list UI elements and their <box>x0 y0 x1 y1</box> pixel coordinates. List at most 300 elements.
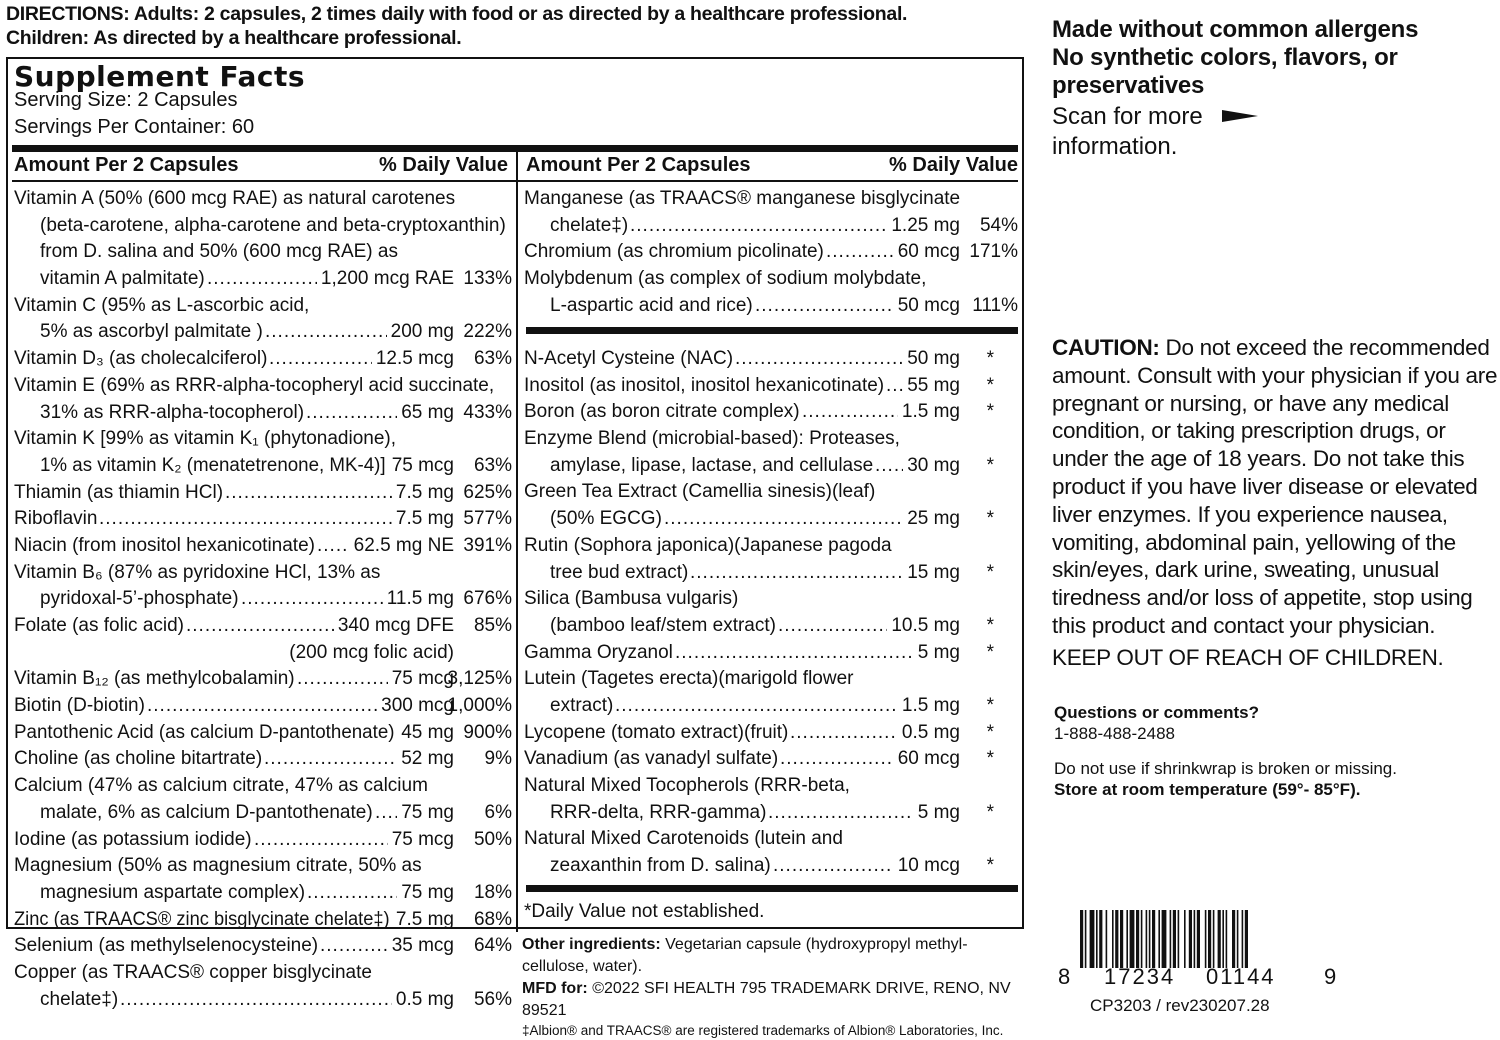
daily-value-percent: 1,000% <box>447 695 512 717</box>
nutrient-name: N-Acetyl Cysteine (NAC) <box>524 348 734 369</box>
nutrient-name: Molybdenum (as complex of sodium molybdate, <box>524 268 927 290</box>
dot-leader <box>675 640 914 667</box>
nutrient-row <box>524 453 1020 480</box>
nutrient-name: amylase, lipase, lactase, and cellulase <box>550 454 874 476</box>
barcode-bar <box>1170 910 1172 968</box>
nutrient-amount: 45 mg <box>401 721 454 743</box>
column-divider <box>516 152 518 932</box>
nutrient-row <box>14 693 514 720</box>
nutrient-name: vitamin A palmitate) <box>40 268 205 290</box>
nutrient-amount: 5 mg <box>917 801 960 823</box>
dot-leader <box>886 373 903 400</box>
dot-leader <box>780 746 894 773</box>
nutrient-row <box>524 586 1020 613</box>
dot-leader <box>264 746 397 773</box>
questions-block <box>1054 702 1259 744</box>
daily-value-percent: * <box>986 694 994 716</box>
nutrient-row <box>14 987 514 1014</box>
nutrient-row <box>14 586 514 613</box>
nutrient-amount: 11.5 mg <box>386 588 454 610</box>
nutrient-row <box>524 746 1020 773</box>
nutrient-row <box>14 293 514 320</box>
nutrient-row <box>14 933 514 960</box>
nutrient-name: chelate‡) <box>40 988 119 1010</box>
barcode-check-digit: 9 <box>1324 964 1337 989</box>
side-panel <box>1052 16 1492 162</box>
amount-header: Amount Per 2 Capsules <box>14 154 239 176</box>
nutrient-name: Lycopene (tomato extract)(fruit) <box>524 721 789 743</box>
nutrient-name: Silica (Bambusa vulgaris) <box>524 588 739 610</box>
nutrient-row <box>524 186 1020 213</box>
dot-leader <box>630 213 887 240</box>
nutrient-row <box>524 426 1020 453</box>
nutrient-amount: 75 mcg <box>391 828 454 850</box>
nutrient-row <box>524 773 1020 800</box>
barcode-bar <box>1189 910 1192 968</box>
keep-out-warning: KEEP OUT OF REACH OF CHILDREN. <box>1052 644 1444 670</box>
barcode-bar <box>1184 910 1186 968</box>
nutrient-row <box>14 346 514 373</box>
barcode-bar <box>1096 910 1098 968</box>
other-ingredients <box>522 934 1022 978</box>
nutrient-row <box>524 613 1020 640</box>
nutrient-amount: 50 mg <box>907 348 960 369</box>
nutrient-name: malate, 6% as calcium D-pantothenate) <box>40 801 373 823</box>
nutrient-row <box>14 319 514 346</box>
barcode-bar <box>1106 910 1108 968</box>
barcode-bar <box>1080 910 1083 968</box>
daily-value-percent: 63% <box>473 348 512 370</box>
dot-leader <box>265 319 387 346</box>
directions-children: Children: As directed by a healthcare professional. <box>6 27 462 49</box>
dot-leader <box>147 693 377 720</box>
nutrient-row <box>14 213 514 240</box>
dot-leader <box>307 880 397 907</box>
right-nutrient-column-top <box>524 186 1020 319</box>
arrow-right-icon <box>1222 110 1258 122</box>
barcode-bar <box>1126 910 1128 968</box>
barcode-bar <box>1208 910 1211 968</box>
synthetic-claim: No synthetic colors, flavors, or preservatives <box>1052 44 1398 99</box>
right-column-header <box>526 154 1018 177</box>
barcode-bar <box>1115 910 1118 968</box>
nutrient-row <box>524 266 1020 293</box>
right-nutrient-column-bottom <box>524 346 1020 880</box>
nutrient-row <box>14 373 514 400</box>
nutrient-row <box>524 346 1020 373</box>
barcode-bar <box>1245 910 1248 968</box>
section-rule <box>526 327 1018 334</box>
daily-value-percent: * <box>986 614 994 636</box>
daily-value-percent: 3,125% <box>447 668 512 690</box>
nutrient-row <box>14 426 514 453</box>
dot-leader <box>120 987 392 1014</box>
nutrient-row <box>14 800 514 827</box>
nutrient-amount: 340 mcg DFE <box>337 615 454 636</box>
nutrient-name: Pantothenic Acid (as calcium D-pantothenate) <box>14 721 395 743</box>
nutrient-amount: 300 mcg <box>381 695 454 717</box>
nutrient-amount: 1.5 mg <box>901 401 960 423</box>
daily-value-percent: * <box>986 348 994 369</box>
nutrient-row <box>524 479 1020 506</box>
nutrient-row <box>14 746 514 773</box>
nutrient-name: 1% as vitamin K₂ (menatetrenone, MK-4)] <box>40 454 386 476</box>
nutrient-name: Rutin (Sophora japonica)(Japanese pagoda <box>524 534 892 556</box>
daily-value-percent: 54% <box>979 214 1018 236</box>
nutrient-amount: 0.5 mg <box>395 988 454 1010</box>
caution-body: Do not exceed the recommended amount. Consult with your physician if you are pregnant or nursing, or have any medical condition, or taking prescription drugs, or under the age of 18 years. Do not take this product if you have liver disease or elevated liver enzymes. If you experience nausea, vomiting, abdominal pain, yellowing of the skin/eyes, dark urine, sweating, unusual tiredness and/or loss of appetite, stop using this product and contact your physician. <box>1052 335 1498 638</box>
manufacturer-label: MFD for: <box>522 980 588 997</box>
nutrient-row <box>14 853 514 880</box>
barcode-bar <box>1237 910 1239 968</box>
supplement-facts-title: Supplement Facts <box>14 60 306 93</box>
nutrient-name: Vitamin E (69% as RRR-alpha-tocopheryl acid succinate, <box>14 374 495 396</box>
bottom-info <box>522 934 1022 1040</box>
nutrient-name: magnesium aspartate complex) <box>40 881 306 903</box>
nutrient-row <box>524 506 1020 533</box>
barcode-bar <box>1146 910 1148 968</box>
barcode-bar <box>1149 910 1151 968</box>
nutrient-amount: 35 mcg <box>391 935 454 957</box>
dot-leader <box>297 666 388 693</box>
nutrient-row <box>524 826 1020 853</box>
daily-value-percent: 64% <box>473 935 512 957</box>
nutrient-row <box>14 533 514 560</box>
barcode-bar <box>1085 910 1087 968</box>
daily-value-percent: 63% <box>473 454 512 476</box>
nutrient-name: Riboflavin <box>14 508 98 530</box>
nutrient-row <box>524 239 1020 266</box>
daily-value-percent: * <box>986 721 994 743</box>
daily-value-header: % Daily Value <box>379 154 508 176</box>
nutrient-row <box>14 453 514 480</box>
dot-leader <box>99 506 392 533</box>
nutrient-amount: 5 mg <box>917 641 960 663</box>
dot-leader <box>317 533 350 560</box>
dot-leader <box>254 827 388 854</box>
nutrient-row <box>524 640 1020 667</box>
dot-leader <box>768 800 914 827</box>
nutrient-amount: 52 mg <box>401 748 454 770</box>
daily-value-percent: 676% <box>463 588 512 610</box>
nutrient-name: Natural Mixed Carotenoids (lutein and <box>524 828 843 850</box>
nutrient-name: Selenium (as methylselenocysteine) <box>14 935 319 957</box>
nutrient-amount: 1,200 mcg RAE <box>320 268 454 290</box>
nutrient-name: Lutein (Tagetes erecta)(marigold flower <box>524 668 854 690</box>
daily-value-percent: 9% <box>484 748 512 770</box>
manufacturer-text: ©2022 SFI HEALTH 795 TRADEMARK DRIVE, RENO, NV 89521 <box>522 980 1011 1019</box>
scan-line-1: Scan for more <box>1052 103 1203 130</box>
barcode-bar <box>1090 910 1095 968</box>
nutrient-name: Biotin (D-biotin) <box>14 695 145 717</box>
storage-block <box>1054 758 1397 800</box>
nutrient-name: Thiamin (as thiamin HCl) <box>14 481 224 503</box>
nutrient-amount: 1.5 mg <box>901 694 960 716</box>
dot-leader <box>735 346 903 373</box>
daily-value-percent: * <box>986 801 994 823</box>
nutrient-row <box>14 960 514 987</box>
scan-line-2: information. <box>1052 133 1178 160</box>
barcode-bar <box>1178 910 1180 968</box>
daily-value-percent: 6% <box>484 801 512 823</box>
daily-value-percent: 56% <box>473 988 512 1010</box>
nutrient-row <box>14 480 514 507</box>
nutrient-row <box>14 907 514 934</box>
nutrient-row <box>524 666 1020 693</box>
dot-leader <box>802 399 898 426</box>
daily-value-percent: * <box>986 508 994 530</box>
dot-leader <box>241 586 383 613</box>
nutrient-row <box>14 186 514 213</box>
nutrient-row <box>14 613 514 640</box>
nutrient-row <box>524 533 1020 560</box>
dot-leader <box>773 853 894 880</box>
barcode-bar <box>1120 910 1123 968</box>
product-code: CP3203 / rev230207.28 <box>1090 996 1270 1015</box>
nutrient-amount: 0.5 mg <box>901 721 960 743</box>
nutrient-amount: 65 mg <box>401 401 454 423</box>
barcode-bar <box>1158 910 1160 968</box>
daily-value-percent: 18% <box>473 881 512 903</box>
barcode-bar <box>1205 910 1207 968</box>
nutrient-row <box>14 827 514 854</box>
nutrient-row <box>14 400 514 427</box>
nutrient-row <box>14 666 514 693</box>
allergen-claim: Made without common allergens <box>1052 16 1419 43</box>
nutrient-name: (50% EGCG) <box>550 508 662 530</box>
daily-value-percent: * <box>986 374 994 396</box>
nutrient-amount: (200 mcg folic acid) <box>289 641 454 663</box>
nutrient-row <box>524 853 1020 880</box>
barcode-left-digits: 17234 <box>1104 964 1176 989</box>
daily-value-percent: 900% <box>463 721 512 743</box>
nutrient-amount: 60 mcg <box>897 748 960 770</box>
daily-value-percent: * <box>986 855 994 877</box>
daily-value-percent: 625% <box>463 481 512 503</box>
nutrient-amount: 15 mg <box>907 561 960 583</box>
nutrient-name: tree bud extract) <box>550 561 689 583</box>
phone-number: 1-888-488-2488 <box>1054 724 1175 743</box>
nutrient-amount: 75 mg <box>401 881 454 903</box>
barcode-bar <box>1242 910 1244 968</box>
nutrient-name: L-aspartic acid and rice) <box>550 294 753 316</box>
barcode-bar <box>1162 910 1167 968</box>
nutrient-name: 31% as RRR-alpha-tocopherol) <box>40 401 305 423</box>
trademark-note: ‡Albion® and TRAACS® are registered trademarks of Albion® Laboratories, Inc. <box>522 1023 1004 1038</box>
nutrient-row <box>14 720 514 747</box>
directions-adults: DIRECTIONS: Adults: 2 capsules, 2 times daily with food or as directed by a healthcare professional. <box>6 3 908 25</box>
nutrient-amount: 1.25 mg <box>891 214 960 236</box>
dot-leader <box>306 400 397 427</box>
daily-value-percent: 85% <box>473 615 512 636</box>
amount-header: Amount Per 2 Capsules <box>526 154 751 176</box>
nutrient-name: extract) <box>550 694 614 716</box>
nutrient-row <box>14 773 514 800</box>
nutrient-name: Manganese (as TRAACS® manganese bisglycinate <box>524 188 961 209</box>
nutrient-name: Vitamin B₁₂ (as methylcobalamin) <box>14 668 295 690</box>
caution-text <box>1052 334 1500 640</box>
daily-value-percent: 111% <box>972 294 1018 316</box>
nutrient-name: Enzyme Blend (microbial-based): Proteases, <box>524 428 900 450</box>
barcode-bar <box>1222 910 1224 968</box>
dot-leader <box>690 560 903 587</box>
daily-value-percent: * <box>986 401 994 423</box>
nutrient-amount: 60 mcg <box>897 241 960 263</box>
nutrient-row <box>524 213 1020 240</box>
nutrient-name: Green Tea Extract (Camellia sinesis)(leaf) <box>524 481 876 503</box>
nutrient-amount: 75 mcg <box>391 668 454 690</box>
daily-value-percent: 133% <box>463 268 512 290</box>
barcode-right-digits: 01144 <box>1206 964 1276 989</box>
nutrient-row <box>524 800 1020 827</box>
nutrient-name: Magnesium (50% as magnesium citrate, 50% as <box>14 855 422 877</box>
daily-value-footnote: *Daily Value not established. <box>524 901 765 922</box>
dot-leader <box>269 346 372 373</box>
nutrient-name: Niacin (from inositol hexanicotinate) <box>14 534 315 556</box>
barcode-icon <box>1080 910 1312 968</box>
servings-per-container: Servings Per Container: 60 <box>14 116 255 138</box>
nutrient-amount: 10 mcg <box>897 855 960 877</box>
thick-rule <box>12 145 1018 152</box>
nutrient-row <box>14 880 514 907</box>
other-ingredients-text: Vegetarian capsule (hydroxypropyl methyl-cellulose, water). <box>522 936 968 975</box>
barcode-bar <box>1173 910 1176 968</box>
daily-value-header: % Daily Value <box>889 154 1018 176</box>
barcode-bar <box>1099 910 1102 968</box>
nutrient-row <box>524 373 1020 400</box>
nutrient-name: zeaxanthin from D. salina) <box>550 855 771 877</box>
daily-value-percent: 433% <box>463 401 512 423</box>
barcode-lead-digit: 8 <box>1058 964 1071 989</box>
daily-value-percent: 222% <box>463 321 512 343</box>
questions-label: Questions or comments? <box>1054 703 1259 722</box>
dot-leader <box>664 506 903 533</box>
barcode-bar <box>1213 910 1215 968</box>
nutrient-name: Vitamin B₆ (87% as pyridoxine HCl, 13% as <box>14 561 381 583</box>
caution-label: CAUTION: <box>1052 335 1160 360</box>
nutrient-amount: 55 mg <box>907 374 960 396</box>
dot-leader <box>225 480 392 507</box>
nutrient-name: Choline (as choline bitartrate) <box>14 748 263 770</box>
nutrient-name: Iodine (as potassium iodide) <box>14 828 252 850</box>
nutrient-name: Natural Mixed Tocopherols (RRR-beta, <box>524 775 850 796</box>
caution-block <box>1052 334 1500 672</box>
nutrient-amount: 25 mg <box>907 508 960 530</box>
nutrient-name: chelate‡) <box>550 214 629 236</box>
barcode-bar <box>1141 910 1143 968</box>
nutrient-name: (beta-carotene, alpha-carotene and beta-cryptoxanthin) <box>40 214 506 236</box>
nutrient-amount: 75 mg <box>401 801 454 823</box>
bottom-rule <box>526 885 1018 892</box>
product-claims <box>1052 16 1492 100</box>
nutrient-row <box>524 693 1020 720</box>
nutrient-amount: 12.5 mcg <box>375 348 454 370</box>
nutrient-name: from D. salina and 50% (600 mcg RAE) as <box>40 241 398 263</box>
nutrient-name: Inositol (as inositol, inositol hexanicotinate) <box>524 374 885 396</box>
directions <box>6 2 907 50</box>
header-rule <box>12 180 1018 182</box>
nutrient-amount: 62.5 mg NE <box>353 534 454 556</box>
nutrient-amount: 30 mg <box>907 454 960 476</box>
shrinkwrap-note: Do not use if shrinkwrap is broken or missing. <box>1054 759 1397 778</box>
dot-leader <box>207 266 317 293</box>
nutrient-name: Chromium (as chromium picolinate) <box>524 241 824 263</box>
barcode-bar <box>1197 910 1200 968</box>
dot-leader <box>826 239 894 266</box>
barcode-bar <box>1232 910 1235 968</box>
daily-value-percent: 68% <box>473 908 512 930</box>
storage-note: Store at room temperature (59°- 85°F). <box>1054 780 1361 799</box>
nutrient-name: Vanadium (as vanadyl sulfate) <box>524 748 779 770</box>
nutrient-row <box>14 266 514 293</box>
left-nutrient-column <box>14 186 514 1013</box>
daily-value-percent: 50% <box>473 828 512 850</box>
scan-prompt <box>1052 102 1492 162</box>
nutrient-name: Vitamin D₃ (as cholecalciferol) <box>14 348 268 370</box>
nutrient-name: Copper (as TRAACS® copper bisglycinate <box>14 961 372 983</box>
barcode-bar <box>1130 910 1135 968</box>
daily-value-percent: 391% <box>463 534 512 556</box>
dot-leader <box>375 800 397 827</box>
daily-value-percent: * <box>986 641 994 663</box>
barcode-bar <box>1226 910 1228 968</box>
nutrient-amount: 50 mcg <box>897 294 960 316</box>
daily-value-percent: * <box>986 454 994 476</box>
nutrient-row <box>14 506 514 533</box>
dot-leader <box>186 613 334 640</box>
serving-size: Serving Size: 2 Capsules <box>14 89 238 111</box>
nutrient-row <box>524 293 1020 320</box>
daily-value-percent: * <box>986 561 994 583</box>
nutrient-row <box>524 720 1020 747</box>
nutrient-name: 5% as ascorbyl palmitate ) <box>40 321 263 343</box>
nutrient-row <box>524 399 1020 426</box>
nutrient-name: Vitamin A (50% (600 mcg RAE) as natural carotenes <box>14 188 456 209</box>
left-column-header <box>14 154 508 177</box>
nutrient-name: pyridoxal-5’-phosphate) <box>40 588 239 610</box>
daily-value-percent: 577% <box>463 508 512 530</box>
nutrient-name: Zinc (as TRAACS® zinc bisglycinate chelate‡) <box>14 908 390 930</box>
barcode-bar <box>1112 910 1114 968</box>
nutrient-amount: 7.5 mg <box>395 908 454 930</box>
nutrient-name: Calcium (47% as calcium citrate, 47% as calcium <box>14 775 428 797</box>
nutrient-amount: 7.5 mg <box>395 481 454 503</box>
manufacturer <box>522 978 1022 1022</box>
dot-leader <box>320 933 388 960</box>
nutrient-row <box>524 560 1020 587</box>
nutrient-row <box>14 560 514 587</box>
nutrient-name: Boron (as boron citrate complex) <box>524 401 800 423</box>
barcode-bar <box>1136 910 1139 968</box>
nutrient-name: RRR-delta, RRR-gamma) <box>550 801 767 823</box>
dot-leader <box>615 693 898 720</box>
barcode-bar <box>1194 910 1196 968</box>
nutrient-name: Vitamin K [99% as vitamin K₁ (phytonadione), <box>14 428 397 450</box>
nutrient-amount: 7.5 mg <box>395 508 454 530</box>
nutrient-name: Vitamin C (95% as L-ascorbic acid, <box>14 294 310 316</box>
nutrient-amount: 75 mcg <box>391 454 454 476</box>
dot-leader <box>790 720 898 747</box>
daily-value-percent: 171% <box>969 241 1018 263</box>
dot-leader <box>755 293 894 320</box>
nutrient-amount: 200 mg <box>390 321 454 343</box>
nutrient-row <box>14 640 514 667</box>
nutrient-row <box>14 239 514 266</box>
barcode-bar <box>1152 910 1155 968</box>
dot-leader <box>778 613 887 640</box>
nutrient-name: (bamboo leaf/stem extract) <box>550 614 776 636</box>
daily-value-percent: * <box>986 748 994 770</box>
